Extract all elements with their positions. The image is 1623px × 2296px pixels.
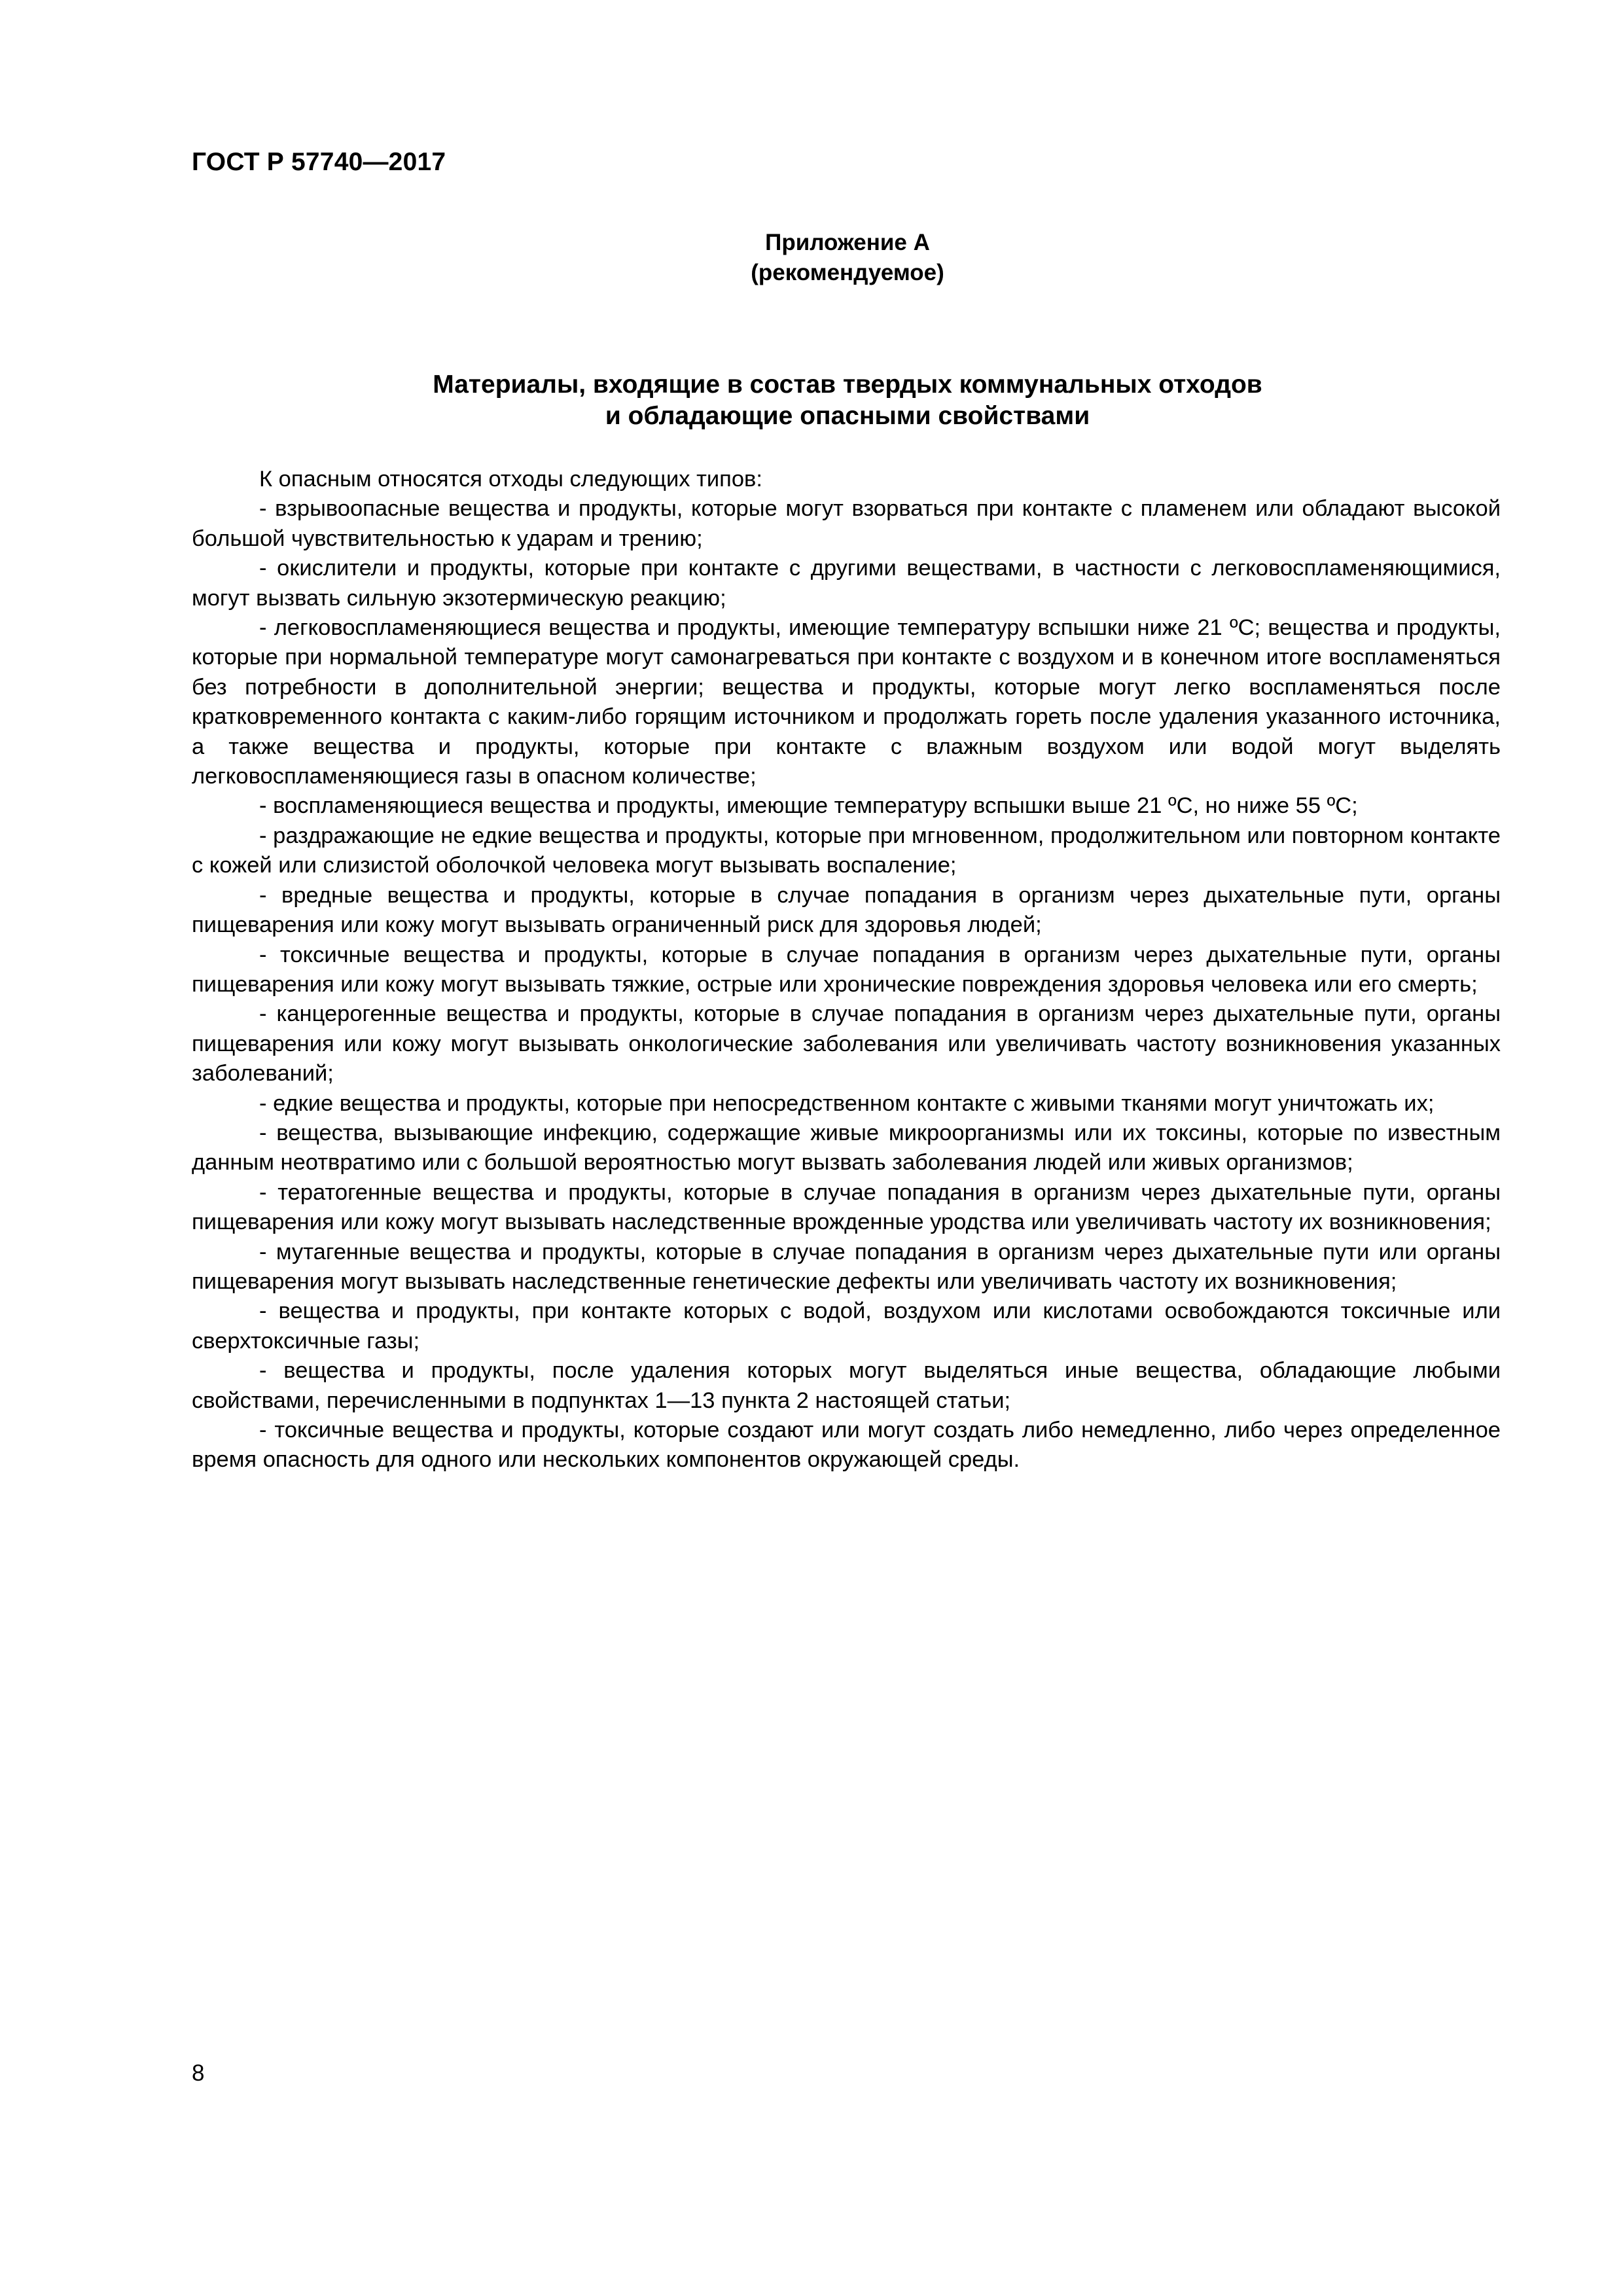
- intro-paragraph: К опасным относятся отходы следующих типов:: [259, 467, 762, 492]
- section-title-line-1: Материалы, входящие в состав твердых коммунальных отходов: [433, 370, 1262, 399]
- annex-status: (рекомендуемое): [751, 260, 944, 285]
- annex-heading: [0, 228, 1623, 288]
- list-item-oxidizers: - окислители и продукты, которые при контакте с другими веществами, в частности с легковоспламеняющимися, могут вызвать сильную экзотермическую реакцию;: [192, 556, 1501, 611]
- list-item-teratogenic: - тератогенные вещества и продукты, которые в случае попадания в организм через дыхательные пути, органы пищеварения или кожу могут вызывать наследственные врожденные уродства или увеличивать частоту их возникновения;: [192, 1179, 1501, 1235]
- document-code: ГОСТ Р 57740—2017: [192, 148, 446, 176]
- list-item-corrosive: - едкие вещества и продукты, которые при непосредственном контакте с живыми тканями могут уничтожать их;: [259, 1090, 1435, 1116]
- body-text: [192, 465, 1501, 1475]
- list-item-harmful: - вредные вещества и продукты, которые в случае попадания в организм через дыхательные пути, органы пищеварения или кожу могут вызывать ограниченный риск для здоровья людей;: [192, 882, 1501, 938]
- list-item-explosive: - взрывоопасные вещества и продукты, которые могут взорваться при контакте с пламенем или обладают высокой большой чувствительностью к ударам и трению;: [192, 496, 1501, 551]
- list-item-highly-flammable: - легковоспламеняющиеся вещества и продукты, имеющие температуру вспышки ниже 21 ºС; вещества и продукты, которые при нормальной температуре могут самонагреваться при контакте с воздухом и в конечном итоге воспламеняться без потребности в дополнительной энергии; вещества и продукты, которые могут легко воспламеняться после кратковременного контакта с каким-либо горящим источником и продолжать гореть после удаления указанного источника, а также вещества и продукты, которые при контакте с влажным воздухом или водой могут выделять легковоспламеняющиеся газы в опасном количестве;: [192, 615, 1501, 789]
- list-item-ecotoxic: - токсичные вещества и продукты, которые создают или могут создать либо немедленно, либо через определенное время опасность для одного или нескольких компонентов окружающей среды.: [192, 1418, 1501, 1473]
- list-item-toxic-gas-release: - вещества и продукты, при контакте которых с водой, воздухом или кислотами освобождаются токсичные или сверхтоксичные газы;: [192, 1299, 1501, 1354]
- list-item-secondary-release: - вещества и продукты, после удаления которых могут выделяться иные вещества, обладающие любыми свойствами, перечисленными в подпунктах 1—13 пункта 2 настоящей статьи;: [192, 1358, 1501, 1413]
- page-number: 8: [192, 2060, 205, 2086]
- list-item-infectious: - вещества, вызывающие инфекцию, содержащие живые микроорганизмы или их токсины, которые по известным данным неотвратимо или с большой вероятностью могут вызвать заболевания людей или живых организмов;: [192, 1120, 1501, 1175]
- list-item-carcinogenic: - канцерогенные вещества и продукты, которые в случае попадания в организм через дыхательные пути, органы пищеварения или кожу могут вызывать онкологические заболевания или увеличивать частоту возникновения указанных заболеваний;: [192, 1001, 1501, 1086]
- section-title-line-2: и обладающие опасными свойствами: [605, 402, 1090, 430]
- annex-label: Приложение А: [765, 230, 930, 255]
- list-item-toxic: - токсичные вещества и продукты, которые в случае попадания в организм через дыхательные пути, органы пищеварения или кожу могут вызывать тяжкие, острые или хронические повреждения здоровья человека или его смерть;: [192, 942, 1501, 997]
- section-title: [0, 369, 1623, 432]
- list-item-flammable: - воспламеняющиеся вещества и продукты, имеющие температуру вспышки выше 21 ºС, но ниже 55 ºС;: [259, 793, 1358, 819]
- list-item-irritants: - раздражающие не едкие вещества и продукты, которые при мгновенном, продолжительном или повторном контакте с кожей или слизистой оболочкой человека могут вызывать воспаление;: [192, 823, 1501, 878]
- list-item-mutagenic: - мутагенные вещества и продукты, которые в случае попадания в организм через дыхательные пути или органы пищеварения могут вызывать наследственные генетические дефекты или увеличивать частоту их возникновения;: [192, 1239, 1501, 1294]
